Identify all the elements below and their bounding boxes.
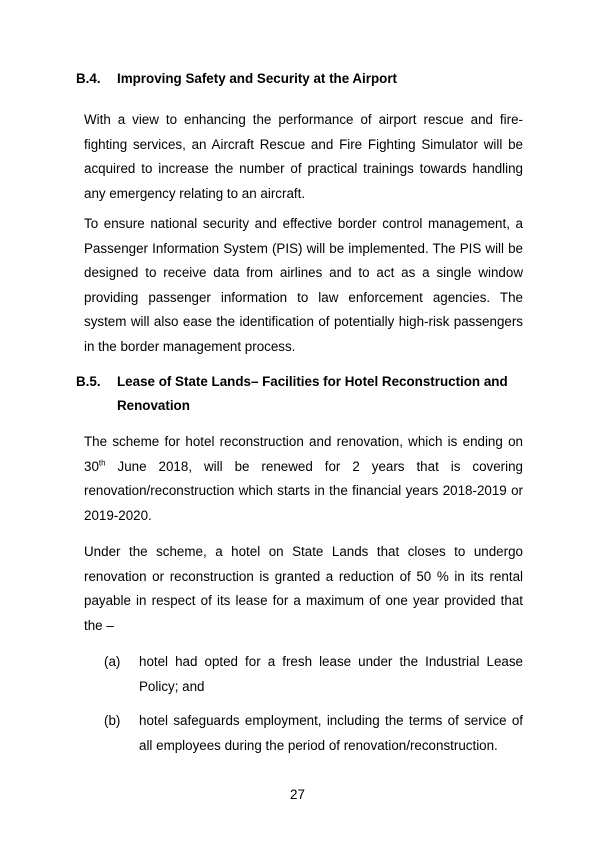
section-number: B.5.: [76, 374, 101, 389]
paragraph: [84, 430, 523, 528]
section-title: Improving Safety and Security at the Airport: [117, 71, 398, 86]
list-marker: (a): [104, 654, 121, 669]
paragraph-text: The scheme for hotel reconstruction and renovation, which is ending on 30: [84, 434, 523, 474]
list-marker: (b): [104, 713, 121, 728]
list-text: hotel had opted for a fresh lease under the Industrial Lease Policy; and: [139, 654, 523, 694]
section-title: Lease of State Lands– Facilities for Hotel Reconstruction and Renovation: [117, 374, 508, 413]
page-number: 27: [290, 787, 305, 802]
ordinal-suffix: th: [98, 458, 106, 468]
paragraph: With a view to enhancing the performance of airport rescue and fire-fighting services, an Aircraft Rescue and Fire Fighting Simulator will be acquired to increase the number of practical trainings towards handling any emergency relating to an aircraft.: [84, 112, 523, 201]
list-text: hotel safeguards employment, including the terms of service of all employees during the period of renovation/reconstruction.: [139, 713, 523, 753]
paragraph: Under the scheme, a hotel on State Lands that closes to undergo renovation or reconstruction is granted a reduction of 50 % in its rental payable in respect of its lease for a maximum of one year provided that the –: [84, 544, 523, 633]
paragraph: To ensure national security and effective border control management, a Passenger Information System (PIS) will be implemented. The PIS will be designed to receive data from airlines and to act as a single window providing passenger information to law enforcement agencies. The system will also ease the identification of potentially high-risk passengers in the border management process.: [84, 216, 523, 354]
paragraph-text: June 2018, will be renewed for 2 years that is covering renovation/reconstruction which starts in the financial years 2018-2019 or 2019-2020.: [84, 458, 523, 523]
section-number: B.4.: [76, 71, 101, 86]
